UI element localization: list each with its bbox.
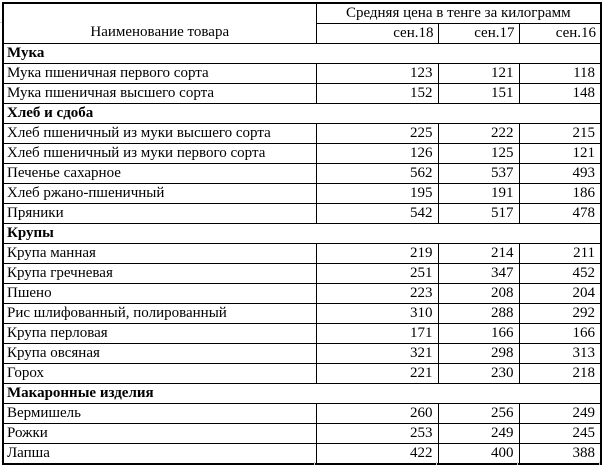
- product-name-cell: Пшено: [3, 284, 316, 304]
- product-name-cell: Рожки: [3, 424, 316, 444]
- section-row: [3, 104, 601, 124]
- product-name-cell: Мука пшеничная первого сорта: [3, 64, 316, 84]
- product-name-cell: Крупа овсяная: [3, 344, 316, 364]
- product-name-cell: Крупа перловая: [3, 324, 316, 344]
- price-cell: 215: [519, 124, 601, 144]
- price-cell: 260: [316, 404, 438, 424]
- price-cell: 222: [438, 124, 519, 144]
- price-cell: 256: [438, 404, 519, 424]
- price-cell: 310: [316, 304, 438, 324]
- period-header-sep18: сен.18: [316, 24, 438, 44]
- price-cell: 321: [316, 344, 438, 364]
- price-group-header: Средняя цена в тенге за килограмм: [316, 3, 601, 24]
- product-row: [3, 304, 601, 324]
- price-cell: 542: [316, 204, 438, 224]
- price-cell: 347: [438, 264, 519, 284]
- price-cell: 292: [519, 304, 601, 324]
- product-row: [3, 144, 601, 164]
- product-name-cell: Вермишель: [3, 404, 316, 424]
- price-cell: 195: [316, 184, 438, 204]
- price-cell: 251: [316, 264, 438, 284]
- product-name-cell: Пряники: [3, 204, 316, 224]
- product-row: [3, 244, 601, 264]
- price-cell: 171: [316, 324, 438, 344]
- price-cell: 537: [438, 164, 519, 184]
- product-name-cell: Крупа гречневая: [3, 264, 316, 284]
- price-cell: 148: [519, 84, 601, 104]
- table-body: [3, 44, 601, 465]
- price-cell: 152: [316, 84, 438, 104]
- price-cell: 400: [438, 444, 519, 465]
- price-cell: 422: [316, 444, 438, 465]
- price-cell: 219: [316, 244, 438, 264]
- price-cell: 298: [438, 344, 519, 364]
- price-cell: 191: [438, 184, 519, 204]
- section-row: [3, 224, 601, 244]
- product-name-cell: Печенье сахарное: [3, 164, 316, 184]
- section-title: Мука: [3, 44, 601, 64]
- product-row: [3, 184, 601, 204]
- product-row: [3, 444, 601, 465]
- period-header-sep17: сен.17: [438, 24, 519, 44]
- price-cell: 249: [519, 404, 601, 424]
- price-cell: 208: [438, 284, 519, 304]
- product-name-cell: Горох: [3, 364, 316, 384]
- price-cell: 221: [316, 364, 438, 384]
- price-cell: 126: [316, 144, 438, 164]
- price-cell: 517: [438, 204, 519, 224]
- price-cell: 123: [316, 64, 438, 84]
- price-cell: 118: [519, 64, 601, 84]
- product-name-cell: Хлеб пшеничный из муки первого сорта: [3, 144, 316, 164]
- price-cell: 218: [519, 364, 601, 384]
- product-name-cell: Хлеб пшеничный из муки высшего сорта: [3, 124, 316, 144]
- price-cell: 288: [438, 304, 519, 324]
- price-table: [2, 2, 602, 465]
- price-cell: 214: [438, 244, 519, 264]
- price-cell: 223: [316, 284, 438, 304]
- product-row: [3, 424, 601, 444]
- gridline-artifact: [0, 22, 2, 23]
- product-row: [3, 264, 601, 284]
- product-row: [3, 364, 601, 384]
- product-row: [3, 204, 601, 224]
- price-cell: 313: [519, 344, 601, 364]
- price-table-container: [2, 2, 602, 465]
- section-title: Крупы: [3, 224, 601, 244]
- price-cell: 562: [316, 164, 438, 184]
- product-name-cell: Хлеб ржано-пшеничный: [3, 184, 316, 204]
- price-cell: 249: [438, 424, 519, 444]
- price-cell: 452: [519, 264, 601, 284]
- price-cell: 493: [519, 164, 601, 184]
- price-cell: 166: [519, 324, 601, 344]
- product-row: [3, 64, 601, 84]
- section-row: [3, 384, 601, 404]
- product-row: [3, 404, 601, 424]
- price-cell: 125: [438, 144, 519, 164]
- section-row: [3, 44, 601, 64]
- section-title: Хлеб и сдоба: [3, 104, 601, 124]
- section-title: Макаронные изделия: [3, 384, 601, 404]
- product-name-cell: Мука пшеничная высшего сорта: [3, 84, 316, 104]
- price-cell: 204: [519, 284, 601, 304]
- product-row: [3, 84, 601, 104]
- product-row: [3, 124, 601, 144]
- product-row: [3, 324, 601, 344]
- price-cell: 151: [438, 84, 519, 104]
- product-name-cell: Рис шлифованный, полированный: [3, 304, 316, 324]
- price-cell: 121: [519, 144, 601, 164]
- product-row: [3, 344, 601, 364]
- price-cell: 230: [438, 364, 519, 384]
- period-header-sep16: сен.16: [519, 24, 601, 44]
- product-name-cell: Лапша: [3, 444, 316, 465]
- price-cell: 478: [519, 204, 601, 224]
- price-cell: 211: [519, 244, 601, 264]
- price-cell: 121: [438, 64, 519, 84]
- product-row: [3, 284, 601, 304]
- price-cell: 166: [438, 324, 519, 344]
- name-column-header: Наименование товара: [3, 3, 316, 44]
- price-cell: 245: [519, 424, 601, 444]
- header-row-group: [3, 3, 601, 24]
- product-name-cell: Крупа манная: [3, 244, 316, 264]
- price-cell: 253: [316, 424, 438, 444]
- price-cell: 186: [519, 184, 601, 204]
- product-row: [3, 164, 601, 184]
- price-cell: 388: [519, 444, 601, 465]
- price-cell: 225: [316, 124, 438, 144]
